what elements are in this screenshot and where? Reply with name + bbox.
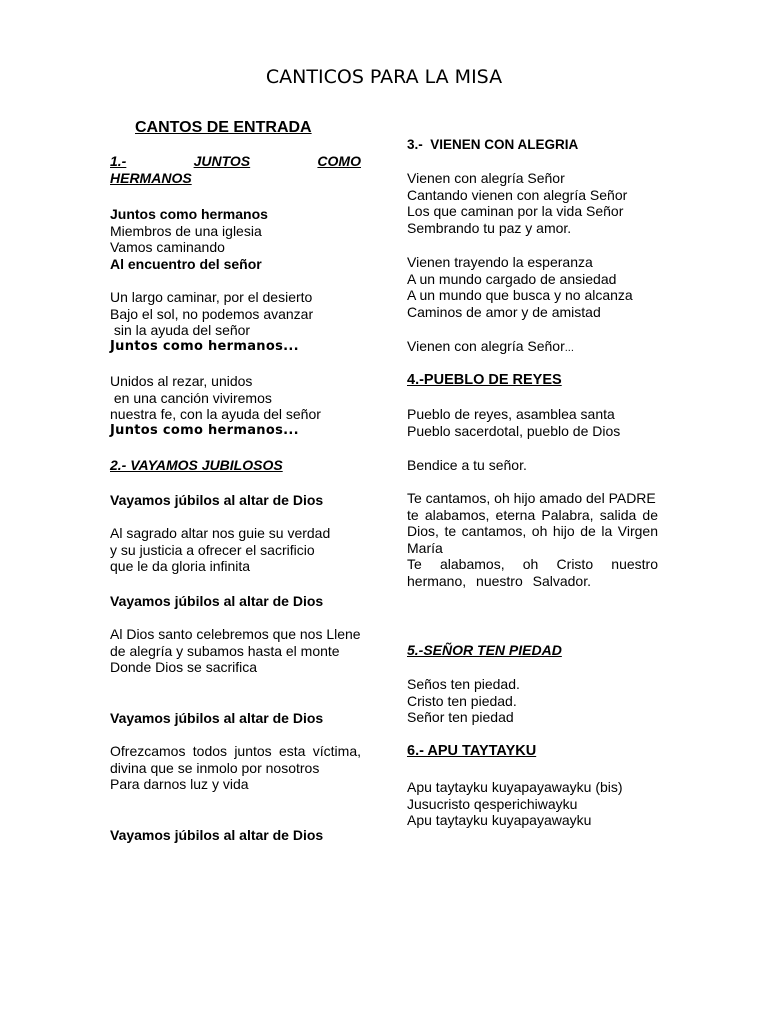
verse-line: Juntos como hermanos... [110,338,299,354]
verse-line: sin la ayuda del señor [110,322,251,339]
verse-line: Los que caminan por la vida Señor [407,203,624,220]
verse-line: Sembrando tu paz y amor. [407,219,572,236]
song2-refrain: Vayamos júbilos al altar de Dios [110,492,324,508]
song2-refrain-4: Vayamos júbilos al altar de Dios [110,827,324,843]
song2-verse2 [110,626,361,676]
song4-verse-3-5 [407,490,658,590]
verse-line: Juntos como hermanos... [110,422,299,438]
verse-line: Al sagrado altar nos guie su verdad [110,525,331,541]
verse-line: Te cantamos, oh hijo amado del PADRE [407,490,656,506]
song5-title: 5.-SEÑOR TEN PIEDAD [407,642,562,658]
song2-verse3 [110,743,361,793]
verse-line: Ofrezcamos todos juntos esta víctima, divina que se inmolo por nosotros [110,743,361,776]
song4-verse2: Bendice a tu señor. [407,457,527,473]
verse-line: Para darnos luz y vida [110,776,249,793]
song2-refrain-3: Vayamos júbilos al altar de Dios [110,710,324,726]
song1-title-word2: COMO [317,153,361,169]
verse-line: Pueblo sacerdotal, pueblo de Dios [407,422,621,439]
song5-verse [407,676,658,726]
song1-verse3 [110,373,361,439]
song3-verse3 [407,338,658,357]
song1-title-number: 1.- [110,153,127,169]
song2-refrain-2: Vayamos júbilos al altar de Dios [110,593,324,609]
verse-line: Apu taytayku kuyapayawayku [407,812,592,829]
song6-verse [407,779,658,829]
song4-title: 4.-PUEBLO DE REYES [407,372,562,388]
song6-title: 6.- APU TAYTAYKU [407,743,537,759]
song1-title-word1: JUNTOS [193,153,251,169]
verse-line: que le da gloria infinita [110,558,251,575]
verse-line: Bajo el sol, no podemos avanzar [110,305,314,322]
verse-ellipsis: ... [564,342,574,354]
verse-line: Apu taytayku kuyapayawayku (bis) [407,779,623,795]
verse-line: Caminos de amor y de amistad [407,303,601,320]
verse-line: Vienen con alegría Señor [407,170,565,186]
page-title: CANTICOS PARA LA MISA [265,66,503,88]
verse-line: A un mundo que busca y no alcanza [407,287,633,304]
song3-verse2 [407,254,658,320]
song3-title: 3.- VIENEN CON ALEGRIA [407,137,579,152]
verse-line: nuestra fe, con la ayuda del señor [110,406,321,423]
verse-line: Juntos como hermanos [110,206,268,222]
song4-verse1 [407,406,658,439]
song2-title: 2.- VAYAMOS JUBILOSOS [110,457,283,473]
verse-line: Cantando vienen con alegría Señor [407,186,628,203]
song1-verse1 [110,206,361,272]
verse-line: Te alabamos, oh Cristo nuestro hermano, nuestro Salvador. [407,556,658,589]
verse-line: Miembros de una iglesia [110,222,262,239]
verse-line: Vamos caminando [110,239,225,256]
verse-line: te alabamos, eterna Palabra, salida de Dios, te cantamos, oh hijo de la Virgen María [407,506,658,556]
verse-line: Vienen con alegría Señor [407,338,565,354]
song2-verse1 [110,525,361,575]
song1-title-line2: HERMANOS [110,170,192,186]
verse-line: en una canción viviremos [110,389,272,406]
verse-line: Donde Dios se sacrifica [110,659,258,676]
song1-title-line1 [110,153,361,170]
verse-line: Cristo ten piedad. [407,692,517,709]
verse-line: Señor ten piedad [407,709,514,726]
song3-verse1 [407,170,658,236]
verse-line: Unidos al rezar, unidos [110,373,253,389]
song1-verse2 [110,289,361,355]
verse-line: Pueblo de reyes, asamblea santa [407,406,615,422]
verse-line: Al Dios santo celebremos que nos Llene de alegría y subamos hasta el monte [110,626,361,659]
verse-line: Un largo caminar, por el desierto [110,289,313,305]
verse-line: Seños ten piedad. [407,676,520,692]
verse-line: y su justicia a ofrecer el sacrificio [110,541,315,558]
verse-line: Jusucristo qesperichiwayku [407,795,578,812]
section-heading-cantos-de-entrada: CANTOS DE ENTRADA [135,119,312,136]
verse-line: A un mundo cargado de ansiedad [407,270,617,287]
verse-line: Al encuentro del señor [110,255,262,272]
verse-line: Vienen trayendo la esperanza [407,254,593,270]
